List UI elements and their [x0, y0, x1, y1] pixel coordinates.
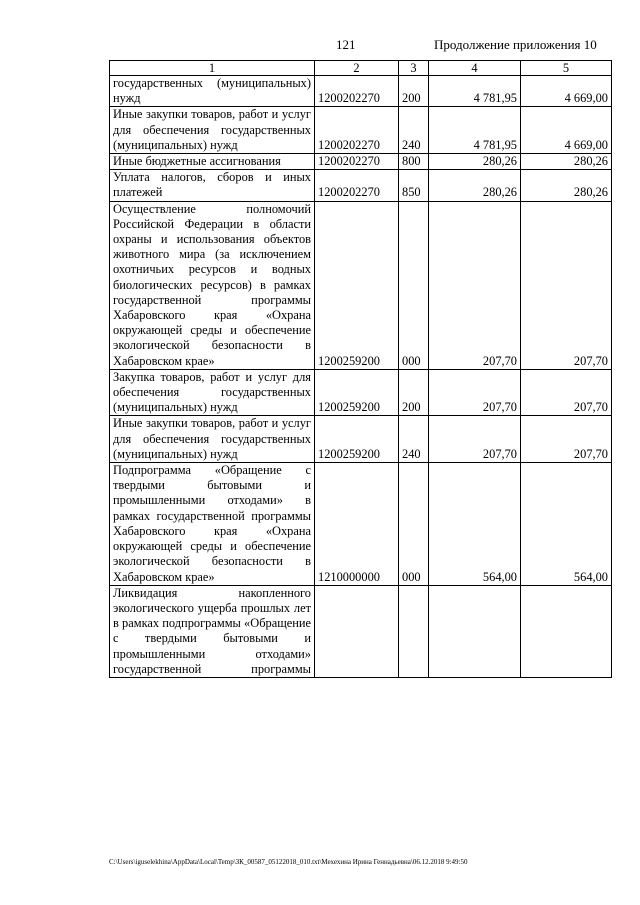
row-value-col4: 4 781,95 — [429, 107, 521, 154]
row-description: Осуществление полномочий Российской Федерации в области охраны и использования объектов животного мира (за исключением охотничьих ресурсов и водных биологических ресурсов) в рамках государственной программы Хабаровского края «Охрана окружающей среды и обеспечение экологической безопасности в Хабаровском крае» — [110, 201, 315, 369]
row-value-col5: 207,70 — [521, 416, 612, 463]
column-header: 1 — [110, 61, 315, 76]
row-description: Подпрограмма «Обращение с твердыми бытовыми и промышленными отходами» в рамках государственной программы Хабаровского края «Охрана окружающей среды и обеспечение экологической безопасности в Хабаровском крае» — [110, 463, 315, 586]
row-value-col5: 564,00 — [521, 463, 612, 586]
row-code: 1200202270 — [315, 107, 399, 154]
row-code: 1200202270 — [315, 76, 399, 107]
row-code — [315, 585, 399, 677]
row-value-col5: 4 669,00 — [521, 107, 612, 154]
table-row — [110, 170, 612, 201]
row-kind: 000 — [399, 201, 429, 369]
row-kind: 800 — [399, 154, 429, 170]
table-row — [110, 416, 612, 463]
page-number: 121 — [336, 37, 356, 52]
row-description: государственных (муниципальных) нужд — [110, 76, 315, 107]
row-value-col4: 207,70 — [429, 201, 521, 369]
row-value-col5: 4 669,00 — [521, 76, 612, 107]
table-row — [110, 369, 612, 416]
column-header: 2 — [315, 61, 399, 76]
table-row — [110, 107, 612, 154]
row-description: Иные закупки товаров, работ и услуг для обеспечения государственных (муниципальных) нужд — [110, 416, 315, 463]
table-row — [110, 76, 612, 107]
row-code: 1200259200 — [315, 416, 399, 463]
row-kind: 000 — [399, 463, 429, 586]
row-code: 1200202270 — [315, 170, 399, 201]
row-value-col5 — [521, 585, 612, 677]
row-value-col4: 207,70 — [429, 369, 521, 416]
table-row — [110, 463, 612, 586]
row-kind: 200 — [399, 369, 429, 416]
row-value-col5: 280,26 — [521, 154, 612, 170]
row-value-col5: 207,70 — [521, 369, 612, 416]
table-row — [110, 585, 612, 677]
row-value-col4: 564,00 — [429, 463, 521, 586]
row-code: 1200202270 — [315, 154, 399, 170]
row-description: Иные закупки товаров, работ и услуг для обеспечения государственных (муниципальных) нужд — [110, 107, 315, 154]
column-header: 4 — [429, 61, 521, 76]
row-kind: 200 — [399, 76, 429, 107]
row-value-col4: 207,70 — [429, 416, 521, 463]
footer-file-path: C:\Users\iguselekhina\AppData\Local\Temp\ЗК_00587_05122018_010.txt\Мехехина Ирина Геннадьевна\06.12.2018 9:49:50 — [109, 858, 468, 866]
column-header: 3 — [399, 61, 429, 76]
budget-table — [109, 60, 612, 678]
row-code: 1200259200 — [315, 201, 399, 369]
row-value-col4: 280,26 — [429, 170, 521, 201]
appendix-note: Продолжение приложения 10 — [434, 37, 597, 52]
column-header: 5 — [521, 61, 612, 76]
table-row — [110, 201, 612, 369]
row-kind — [399, 585, 429, 677]
row-value-col5: 280,26 — [521, 170, 612, 201]
row-value-col4: 280,26 — [429, 154, 521, 170]
row-kind: 240 — [399, 107, 429, 154]
row-value-col5: 207,70 — [521, 201, 612, 369]
row-description: Иные бюджетные ассигнования — [110, 154, 315, 170]
row-kind: 850 — [399, 170, 429, 201]
row-value-col4: 4 781,95 — [429, 76, 521, 107]
table-row — [110, 154, 612, 170]
table-header-row — [110, 61, 612, 76]
row-kind: 240 — [399, 416, 429, 463]
row-value-col4 — [429, 585, 521, 677]
row-code: 1210000000 — [315, 463, 399, 586]
row-description: Уплата налогов, сборов и иных платежей — [110, 170, 315, 201]
row-description: Ликвидация накопленного экологического ущерба прошлых лет в рамках подпрограммы «Обращение с твердыми бытовыми и промышленными отходами» государственной программы — [110, 585, 315, 677]
row-description: Закупка товаров, работ и услуг для обеспечения государственных (муниципальных) нужд — [110, 369, 315, 416]
row-code: 1200259200 — [315, 369, 399, 416]
